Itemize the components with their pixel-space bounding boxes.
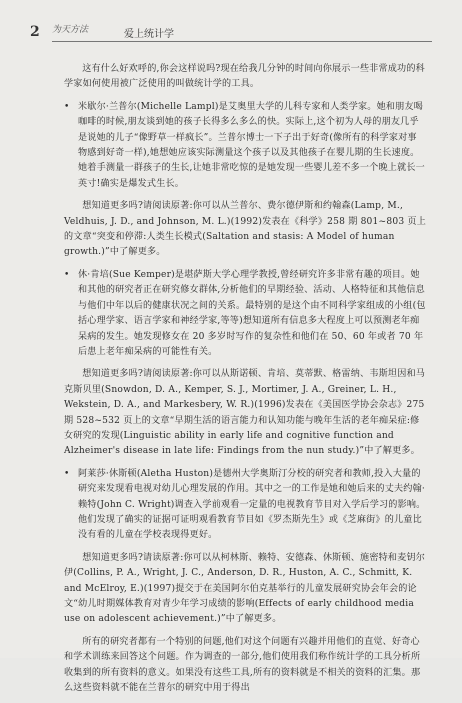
intro-paragraph: 这有什么好欢呼的,你会这样说吗?现在给我几分钟的时间向你展示一些非常成功的科学家如何使用被广泛使用的叫做统计学的工具。 <box>64 64 425 90</box>
kemper-reference: 想知道更多吗?请阅读原著:你可以从斯诺顿、肯培、莫蒂默、格雷纳、韦斯坦因和马克斯贝里(Snowdon, D. A., Kemper, S. J., Mortimer, J. A., Greiner, L. H., Wekstein, D. A., and Markesbery, W. R.)(1996)发表在《美国医学协会杂志》275 期 528~532 页上的文章“早期生活的语言能力和认知功能与晚年生活的老年痴呆症:修女研究的发现(Linguistic ability in early life and cognitive function and Alzheimer's disease in late life: Findings from the nun study.)”中了解更多。 <box>64 369 426 457</box>
kemper-paragraph: 休·肯培(Sue Kemper)是堪萨斯大学心理学教授,曾经研究许多非常有趣的项目。她和其他的研究者正在研究修女群体,分析他们的早期经验、活动、人格特征和其他信息与他们中年以后的健康状况之间的关系。最特别的是这个由不同科学家组成的小组(包括心理学家、语言学家和神经学家,等等)想知道所有信息多大程度上可以预测老年痴呆病的发生。她发现修女在 20 多岁时写作的复杂性和他们在 50、60 年或者 70 年后患上老年痴呆病的可能性有关。 <box>78 269 426 357</box>
lampl-reference: 想知道更多吗?请阅读原著:你可以从兰普尔、费尔德伊斯和约翰森(Lamp, M., Veldhuis, J. D., and Johnson, M. L.)(1992)发表在《科学》258 期 801~803 页上的文章“突变和停滞:人类生长模式(Saltation and stasis: A Model of human growth.)”中了解更多。 <box>64 201 426 258</box>
page-number: 2 <box>30 24 40 40</box>
bullet-item-lampl <box>64 100 426 192</box>
bullet-item-huston <box>64 467 426 544</box>
header-rule <box>52 41 432 42</box>
page-header <box>30 24 442 42</box>
bullet-icon: • <box>64 269 70 280</box>
bullet-icon: • <box>64 101 70 112</box>
bullet-item-kemper <box>64 268 426 360</box>
lampl-paragraph: 米歇尔·兰普尔(Michelle Lampl)是艾奥里大学的儿科专家和人类学家。她和朋友喝咖啡的时候,朋友谈到她的孩子长得多么多么的快。实际上,这个初为人母的朋友几乎是说她的儿子“像野草一样疯长”。兰普尔博士一下子出于好奇(像所有的科学家对事物感到好奇一样),她想她应该实际测量这个孩子以及其他孩子在婴儿期的生长速度。她着手测量一群孩子的生长,让她非常吃惊的是她发现一些婴儿差不多一个晚上就长一英寸!确实是爆发式生长。 <box>78 101 425 189</box>
huston-paragraph: 阿莱莎·休斯顿(Aletha Huston)是德州大学奥斯汀分校的研究者和教师,投入大量的研究来发现看电视对幼儿心理发展的作用。其中之一的工作是她和她后来的丈夫约翰·赖特(John C. Wright)调查入学前观看一定量的电视教育节目对入学后学习的影响。他们发现了确实的证据可证明观看教育节目如《罗杰斯先生》或《芝麻街》的儿童比没有看的儿童在学校表现得更好。 <box>78 468 426 541</box>
series-logo: 为天方法 <box>52 25 89 35</box>
bullet-icon: • <box>64 468 70 479</box>
running-title: 爱上统计学 <box>124 29 174 40</box>
closing-paragraph: 所有的研究者都有一个特别的问题,他们对这个问题有兴趣并用他们的直觉、好奇心和学术训练来回答这个问题。作为调查的一部分,他们使用我们称作统计学的工具分析所收集到的所有资料的意义。如果没有这些工具,所有的资料就是不相关的资料的汇集。那么这些资料就不能在兰普尔的研究中用于得出 <box>64 636 421 694</box>
page-body <box>64 62 426 703</box>
huston-reference: 想知道更多吗?请读原著:你可以从柯林斯、赖特、安德森、休斯顿、施密特和麦钥尔伊(Collins, P. A., Wright, J. C., Anderson, D. R., Huston, A. C., Schmitt, K. and McElroy, E.)(1997)提交于在美国阿尔伯克基举行的儿童发展研究协会年会的论文“幼儿时期媒体教育对青少年学习成绩的影响(Effects of early childhood media use on adolescent achievement.)”中了解更多。 <box>64 552 426 625</box>
